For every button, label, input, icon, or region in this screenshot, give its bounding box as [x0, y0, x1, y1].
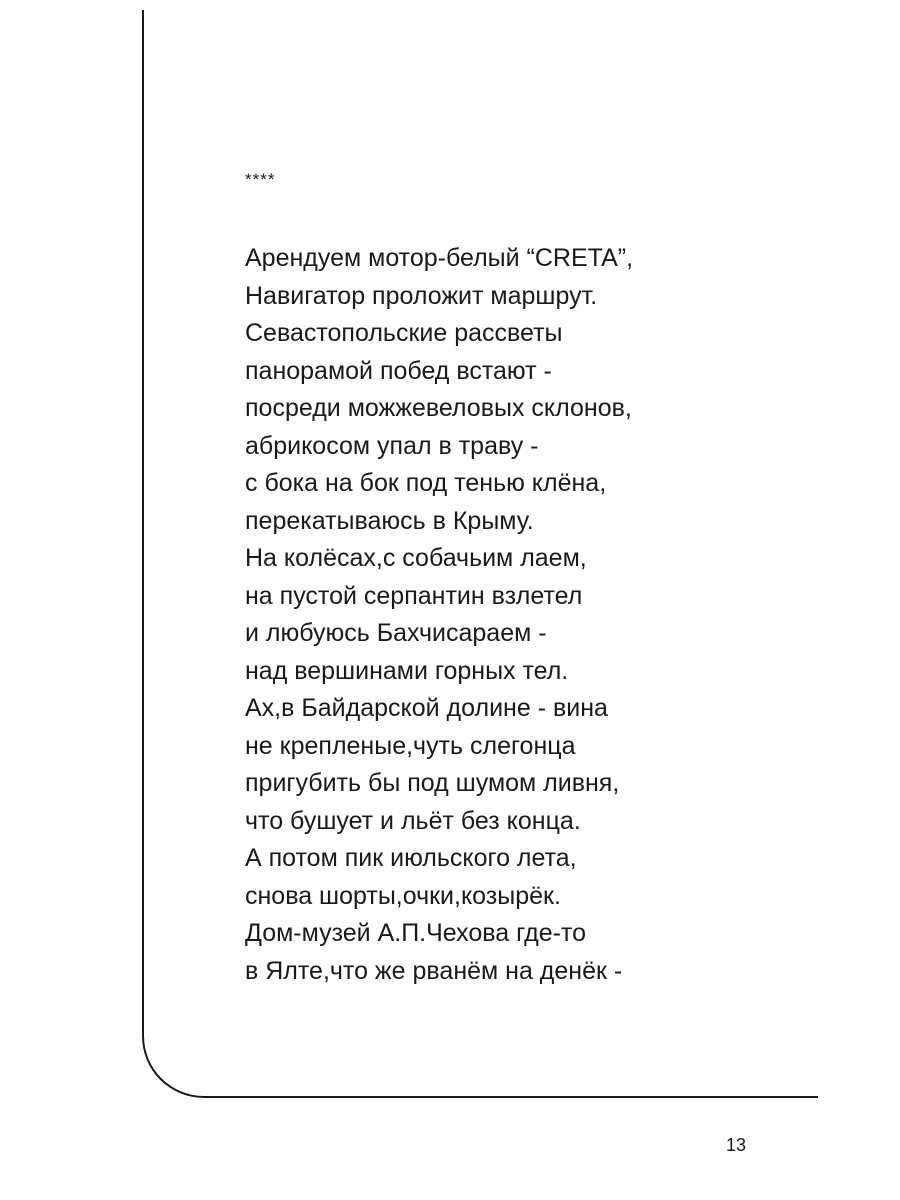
poem-line: пригубить бы под шумом ливня, [245, 769, 620, 797]
poem-line: Навигатор проложит маршрут. [245, 281, 598, 310]
poem-line: не крепленые,чуть слегонца [245, 731, 576, 760]
poem-line: в Ялте,что же рванём на денёк - [245, 956, 623, 985]
poem-line: А потом пик июльского лета, [245, 844, 577, 872]
poem-line: посреди можжевеловых склонов, [245, 394, 632, 422]
poem-line: абрикосом упал в траву - [245, 431, 539, 460]
poem-line: На колёсах,с собачьим лаем, [245, 544, 587, 572]
poem-line: Дом-музей А.П.Чехова где-то [245, 919, 587, 947]
poem-text [245, 240, 633, 990]
poem-line: Ах,в Байдарской долине - вина [245, 694, 608, 722]
poem-line: с бока на бок под тенью клёна, [245, 469, 607, 497]
poem-line: снова шорты,очки,козырёк. [245, 881, 561, 910]
poem-line: Севастопольские рассветы [245, 319, 563, 347]
poem-line: Арендуем мотор-белый “CRETA”, [245, 244, 634, 272]
poem-line: перекатываюсь в Крыму. [245, 506, 534, 535]
poem-line: что бушует и льёт без конца. [245, 806, 581, 835]
poem-line: и любуюсь Бахчисараем - [245, 619, 547, 647]
page-number: 13 [726, 1135, 747, 1155]
poem-line: панорамой побед встают - [245, 356, 552, 385]
poem-line: на пустой серпантин взлетел [245, 581, 583, 610]
poem-line: над вершинами горных тел. [245, 656, 569, 685]
section-separator: **** [245, 170, 276, 189]
